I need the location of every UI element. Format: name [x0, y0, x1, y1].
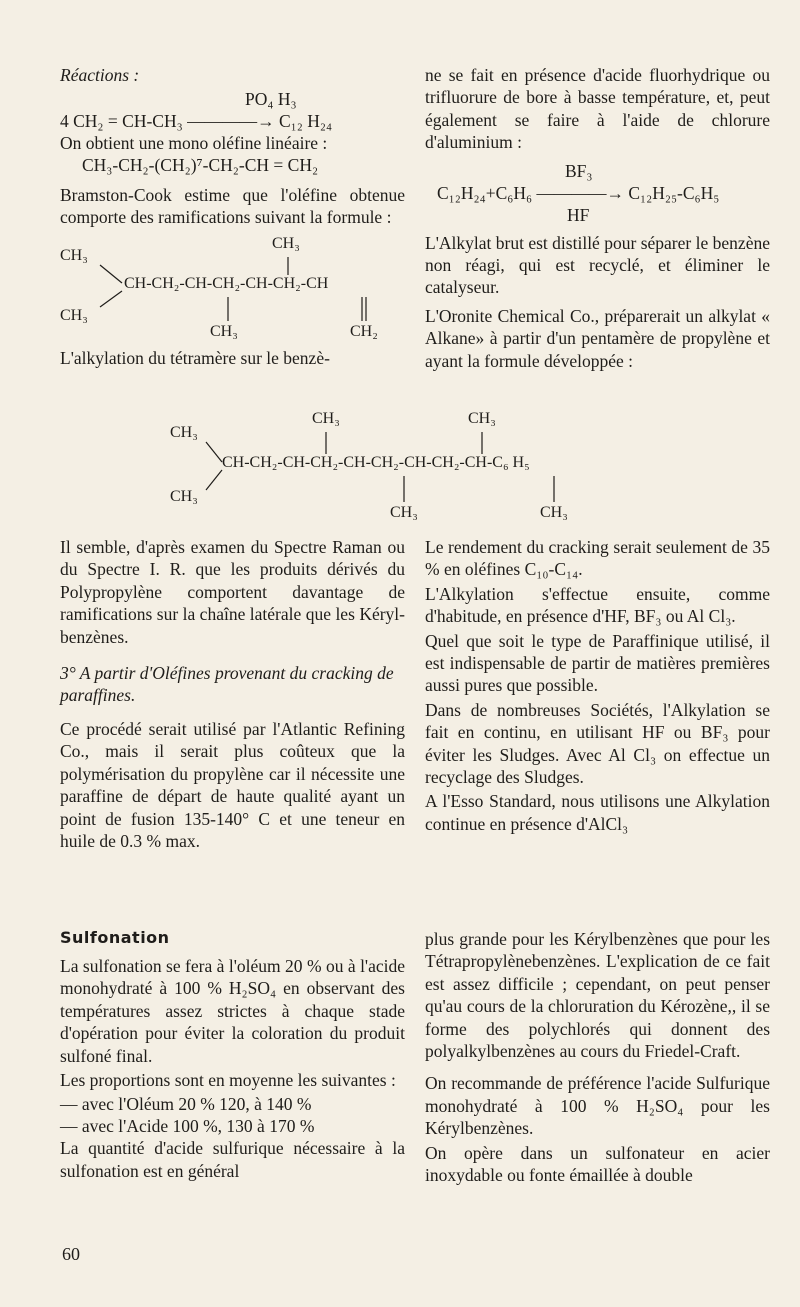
rendement-paragraph: Le rendement du cracking serait seulement de 35 % en oléfines C₁₀-C₁₄. [425, 537, 770, 580]
structure-formula-2 [170, 410, 670, 528]
oleum-paragraph: La sulfonation se fera à l'oléum 20 % ou à l'acide monohydraté à 100 % H₂SO₄ en observant des températures assez strictes à chaque stade d'opération pour éviter la coloration du produit sulfoné final. [60, 956, 405, 1066]
raman-paragraph: Il semble, d'après examen du Spectre Raman ou du Spectre I. R. que les produits dérivés du Polypropylène comportent davantage de ramifications sur la chaîne latérale que les Kéryl-benzènes. [60, 537, 405, 647]
hf-catalyst: HF [567, 204, 590, 225]
alkylation-paragraph: L'Alkylation s'effectue ensuite, comme d'habitude, en présence d'HF, BF₃ ou Al Cl₃. [425, 583, 770, 627]
struct2-bonds [170, 410, 670, 528]
structure-formula-1 [60, 235, 405, 347]
struct1-chain: CH-CH₂-CH-CH₂-CH-CH₂-CH [124, 274, 329, 292]
mono-olefine-text: On obtient une mono oléfine linéaire : [60, 133, 328, 153]
struct2-ch3-a: CH₃ [170, 424, 198, 441]
paraffinique-paragraph: Quel que soit le type de Paraffinique utilisé, il est indispensable de partir de matières premières aussi pures que possible. [425, 630, 770, 696]
societes-paragraph: Dans de nombreuses Sociétés, l'Alkylation se fait en continu, en utilisant HF ou BF₃ pour éviter les Sludges. Avec Al Cl₃ on effectue un recyclage des Sludges. [425, 699, 770, 788]
struct1-ch3-a: CH₃ [60, 246, 88, 264]
struct1-ch2: CH₂ [350, 322, 378, 340]
recommande-paragraph: On recommande de préférence l'acide Sulfurique monohydraté à 100 % H₂SO₄ pour les Kérylbenzènes. [425, 1073, 770, 1139]
struct1-ch3-d: CH₃ [210, 322, 238, 340]
sulfonation-section [60, 928, 405, 1188]
struct1-bonds [60, 235, 405, 347]
right-top-column [425, 64, 770, 378]
kerylbenzenes-paragraph: plus grande pour les Kérylbenzènes que pour les Tétrapropylènebenzènes. L'explication de ce fait est assez difficile ; cependant, on peut penser qu'au cours de la chloruration du Kérozène,, il se forme des polychlorés qui donnent des polyalkylbenzènes au cours du Friedel-Craft. [425, 929, 770, 1062]
struct2-ch3-e: CH₃ [390, 504, 418, 521]
struct2-ch3-d: CH₃ [170, 488, 198, 505]
proportion-item-oleum: — avec l'Oléum 20 % 120, à 140 % [60, 1094, 312, 1115]
atlantic-paragraph: Ce procédé serait utilisé par l'Atlantic Refining Co., mais il serait plus coûteux que la polymérisation du propylène car il nécessite une paraffine de départ de haute qualité ayant un point de fusion 135-140° C et une teneur en huile de 0.3 % max. [60, 719, 405, 852]
left-middle-column [60, 536, 405, 858]
struct2-ch3-f: CH₃ [540, 504, 568, 521]
cracking-subheading: 3° A partir d'Oléfines provenant du cracking de paraffines. [60, 663, 394, 706]
left-top-column [60, 64, 405, 375]
reaction-catalyst: PO₄ H₃ [245, 89, 297, 109]
struct2-ch3-b: CH₃ [312, 410, 340, 427]
reactions-label: Réactions : [60, 65, 140, 85]
alkylat-paragraph: L'Alkylat brut est distillé pour séparer le benzène non réagi, qui est recyclé, et éliminer le catalyseur. [425, 232, 770, 298]
proportion-item-acide: — avec l'Acide 100 %, 130 à 170 % [60, 1116, 315, 1137]
reaction-equation: 4 CH₂ = CH-CH₃ ————→ C₁₂ H₂₄ [60, 111, 333, 131]
oronite-paragraph: L'Oronite Chemical Co., préparerait un alkylat « Alkane» à partir d'un pentamère de propylène et ayant la formule développée : [425, 305, 770, 371]
struct2-chain: CH-CH₂-CH-CH₂-CH-CH₂-CH-CH₂-CH-C₆ H₅ [222, 454, 530, 471]
tetramere-text: L'alkylation du tétramère sur le benzè- [60, 347, 330, 368]
sulfonation-heading: Sulfonation [60, 928, 170, 947]
esso-paragraph: A l'Esso Standard, nous utilisons une Alkylation continue en présence d'AlCl₃ [425, 791, 770, 834]
proportions-paragraph: Les proportions sont en moyenne les suivantes : [60, 1070, 396, 1091]
alkylation-equation: C₁₂H₂₄+C₆H₆ ————→ C₁₂H₂₅-C₆H₅ [437, 182, 720, 203]
bramston-paragraph: Bramston-Cook estime que l'oléfine obtenue comporte des ramifications suivant la formule : [60, 185, 405, 228]
quantite-paragraph: La quantité d'acide sulfurique nécessaire à la sulfonation est en général [60, 1138, 405, 1181]
sulfonateur-paragraph: On opère dans un sulfonateur en acier inoxydable ou fonte émaillée à double [425, 1142, 770, 1186]
struct1-ch3-c: CH₃ [60, 306, 88, 324]
struct2-ch3-c: CH₃ [468, 410, 496, 427]
olefine-formula: CH₃-CH₂-(CH₂)⁷-CH₂-CH = CH₂ [82, 155, 319, 175]
bf3-catalyst: BF₃ [565, 160, 593, 181]
page-number: 60 [62, 1244, 80, 1264]
right-middle-column [425, 536, 770, 841]
struct1-ch3-b: CH₃ [272, 234, 300, 252]
right-bottom-column [425, 928, 770, 1192]
hf-paragraph: ne se fait en présence d'acide fluorhydrique ou trifluorure de bore à basse température, et, peut également se faire à l'aide de chlorure d'aluminium : [425, 65, 770, 153]
